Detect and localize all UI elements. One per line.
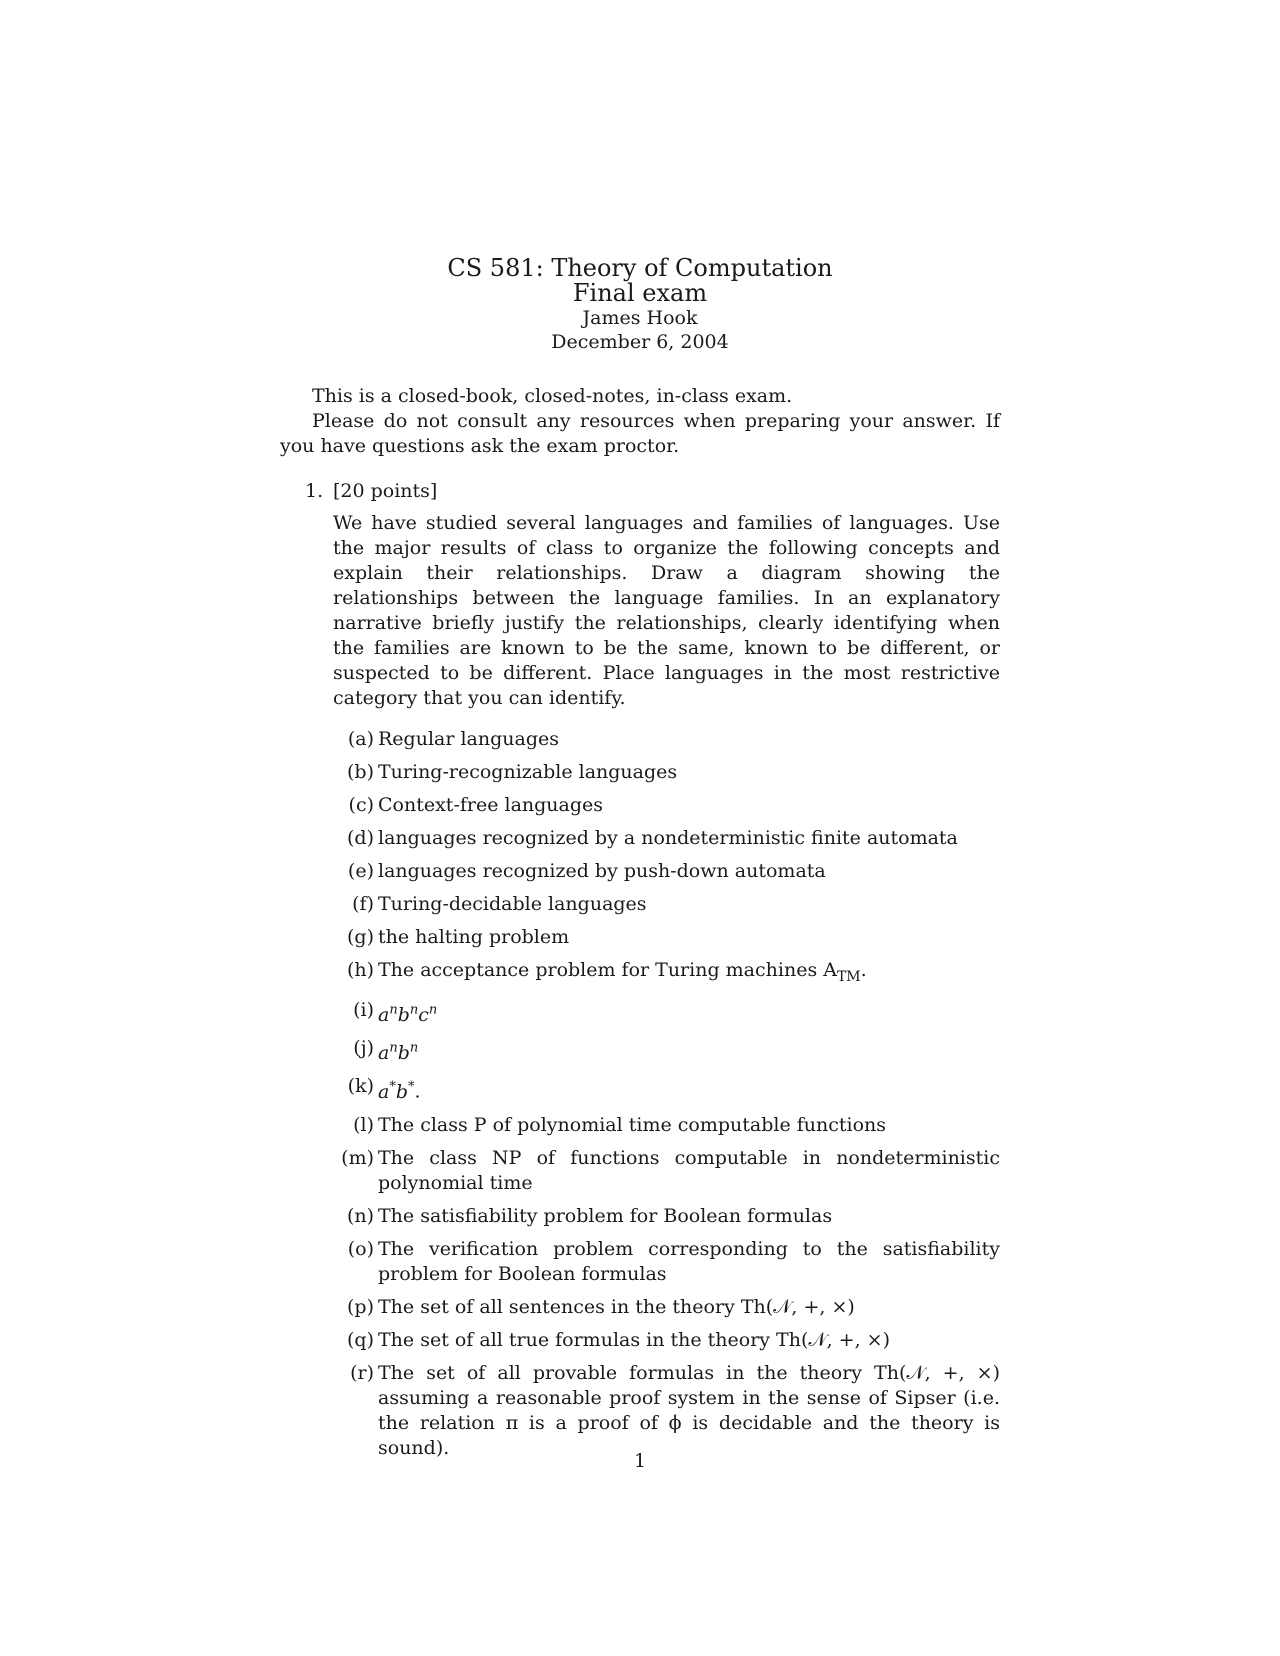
question-header [305, 479, 1000, 504]
math-sup: * [408, 1079, 415, 1095]
list-item [347, 925, 1000, 950]
exam-author: James Hook [582, 307, 698, 329]
math-var-b: b [397, 1042, 410, 1065]
item-label: (r) [350, 1361, 374, 1384]
math-expression [378, 1042, 418, 1064]
math-period: . [860, 959, 867, 981]
item-text: languages recognized by a nondeterministic finite automata [378, 827, 958, 849]
item-label: (n) [346, 1204, 374, 1227]
item-text: Turing-recognizable languages [378, 761, 678, 783]
math-var-b: b [395, 1080, 408, 1103]
item-text: Regular languages [378, 728, 560, 750]
instruction-line-2: Please do not consult any resources when preparing your answer. If you have questions ask the exam proctor. [280, 410, 1000, 457]
item-label: (j) [353, 1037, 374, 1060]
item-label: (p) [347, 1295, 374, 1318]
math-sup: n [428, 1002, 438, 1018]
math-sup: n [389, 1041, 398, 1057]
list-item [353, 998, 1000, 1028]
list-item [347, 760, 1000, 785]
math-sup: n [409, 1041, 419, 1057]
list-item [341, 1146, 1000, 1196]
question-body: We have studied several languages and families of languages. Use the major results of class to organize the following concepts and explain their relationships. Draw a diagram showing the relationships between the language families. In an explanatory narrative briefly justify the relationships, clearly identifying when the families are known to be the same, known to be different, or suspected to be different. Place languages in the most restrictive category that you can identify. [333, 512, 1000, 709]
math-period: . [414, 1080, 421, 1103]
math-var-b: b [397, 1004, 410, 1027]
exam-title: CS 581: Theory of Computation [447, 254, 833, 282]
item-text: The class P of polynomial time computable functions [378, 1113, 887, 1136]
math-sup: * [389, 1079, 396, 1095]
item-label: (o) [347, 1237, 374, 1260]
item-label: (d) [347, 827, 374, 849]
exam-subtitle: Final exam [572, 279, 708, 307]
item-label: (l) [353, 1113, 374, 1136]
list-item [347, 1328, 1000, 1353]
item-label: (e) [347, 860, 374, 882]
item-label: (f) [352, 893, 374, 915]
item-text: Context-free languages [378, 794, 604, 816]
list-item [346, 958, 1000, 990]
item-text: Turing-decidable languages [378, 893, 647, 915]
question-number: 1. [305, 480, 324, 502]
item-text: The satisfiability problem for Boolean formulas [378, 1204, 833, 1227]
list-item [348, 793, 1000, 818]
list-item [347, 1237, 1000, 1287]
item-text: The set of all provable formulas in the theory Th(𝒩, +, ×) assuming a reasonable proof system in the sense of Sipser (i.e. the relation π is a proof of ϕ is decidable and the theory is sound). [378, 1361, 1000, 1459]
item-text: The set of all sentences in the theory Th(𝒩, +, ×) [378, 1295, 855, 1318]
exam-date: December 6, 2004 [551, 331, 729, 353]
list-item [347, 1295, 1000, 1320]
math-expression [378, 1004, 437, 1026]
item-text: The set of all true formulas in the theory Th(𝒩, +, ×) [378, 1328, 890, 1351]
math-expression [378, 1081, 415, 1103]
list-item [347, 1074, 1000, 1104]
item-label: (a) [347, 728, 374, 750]
list-item [347, 826, 1000, 851]
item-label: (c) [348, 794, 374, 816]
item-label: (k) [347, 1075, 374, 1098]
list-item [347, 727, 1000, 752]
list-item [353, 1036, 1000, 1066]
question-points: [20 points] [333, 480, 438, 502]
math-sup: n [409, 1002, 419, 1018]
item-text: languages recognized by push-down automata [378, 860, 826, 882]
list-item [352, 892, 1000, 917]
list-item [347, 859, 1000, 884]
math-var-a: a [378, 1080, 390, 1103]
item-label: (g) [347, 926, 374, 948]
math-sup: n [389, 1002, 398, 1018]
page-number: 1 [633, 1450, 647, 1472]
item-label: (h) [346, 959, 374, 981]
item-label: (m) [341, 1146, 374, 1169]
exam-instructions [280, 384, 1000, 459]
math-var-a: a [378, 1042, 390, 1065]
math-subscript: TM [836, 968, 861, 985]
item-label: (i) [353, 998, 374, 1021]
question-items [280, 727, 1000, 1461]
list-item [346, 1204, 1000, 1229]
item-label: (b) [347, 761, 374, 783]
instruction-line-1: This is a closed-book, closed-notes, in-class exam. [312, 385, 793, 407]
list-item [353, 1113, 1000, 1138]
list-item [350, 1361, 1000, 1461]
item-label: (q) [347, 1328, 374, 1351]
math-var-a: a [378, 1004, 390, 1027]
math-var-c: c [418, 1004, 429, 1027]
item-text: The class NP of functions computable in nondeterministic polynomial time [378, 1146, 1000, 1194]
item-text: The acceptance problem for Turing machines A [378, 959, 837, 981]
item-text: the halting problem [378, 926, 570, 948]
item-text: The verification problem corresponding to the satisfiability problem for Boolean formulas [378, 1237, 1000, 1285]
exam-header [0, 256, 1280, 354]
question-1 [280, 479, 1000, 1469]
